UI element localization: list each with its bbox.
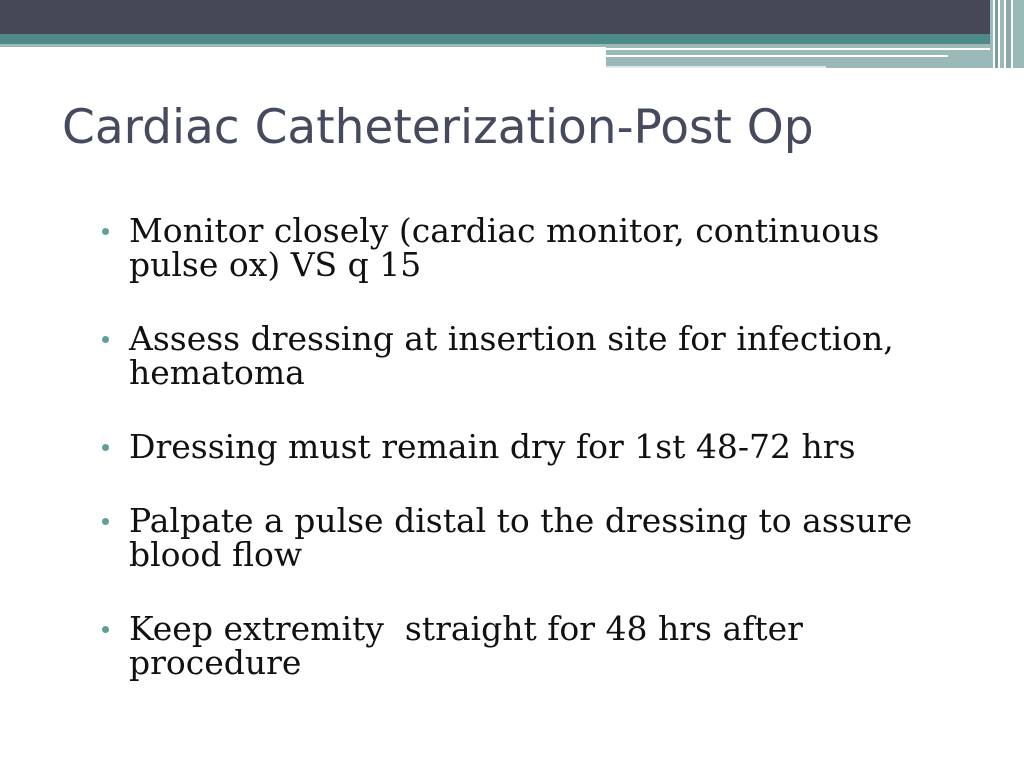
bullet-dot-icon [102,626,109,633]
bullet-text: Dressing must remain dry for 1st 48-72 hrs [129,427,856,466]
header-accent-line [606,66,826,68]
bullet-item [96,319,956,392]
bullet-text: Keep extremity straight for 48 hrs after procedure [129,609,814,682]
bullet-text: Assess dressing at insertion site for infection, hematoma [129,319,905,392]
header-band-teal-light [0,44,606,47]
slide-title: Cardiac Catheterization-Post Op [62,100,814,155]
header-accent-line [606,48,1024,50]
bullet-list [96,211,956,720]
header-stripes [990,0,1024,68]
bullet-item [96,501,956,574]
header-accent-line [606,55,948,57]
bullet-item [96,609,956,682]
header-band-dark [0,0,1024,34]
bullet-item [96,211,956,284]
bullet-dot-icon [102,228,109,235]
header-band-teal [0,34,1024,44]
bullet-item [96,427,956,466]
bullet-dot-icon [102,518,109,525]
bullet-dot-icon [102,336,109,343]
bullet-text: Palpate a pulse distal to the dressing to assure blood flow [129,501,923,574]
bullet-text: Monitor closely (cardiac monitor, continuous pulse ox) VS q 15 [129,211,890,284]
bullet-dot-icon [102,444,109,451]
